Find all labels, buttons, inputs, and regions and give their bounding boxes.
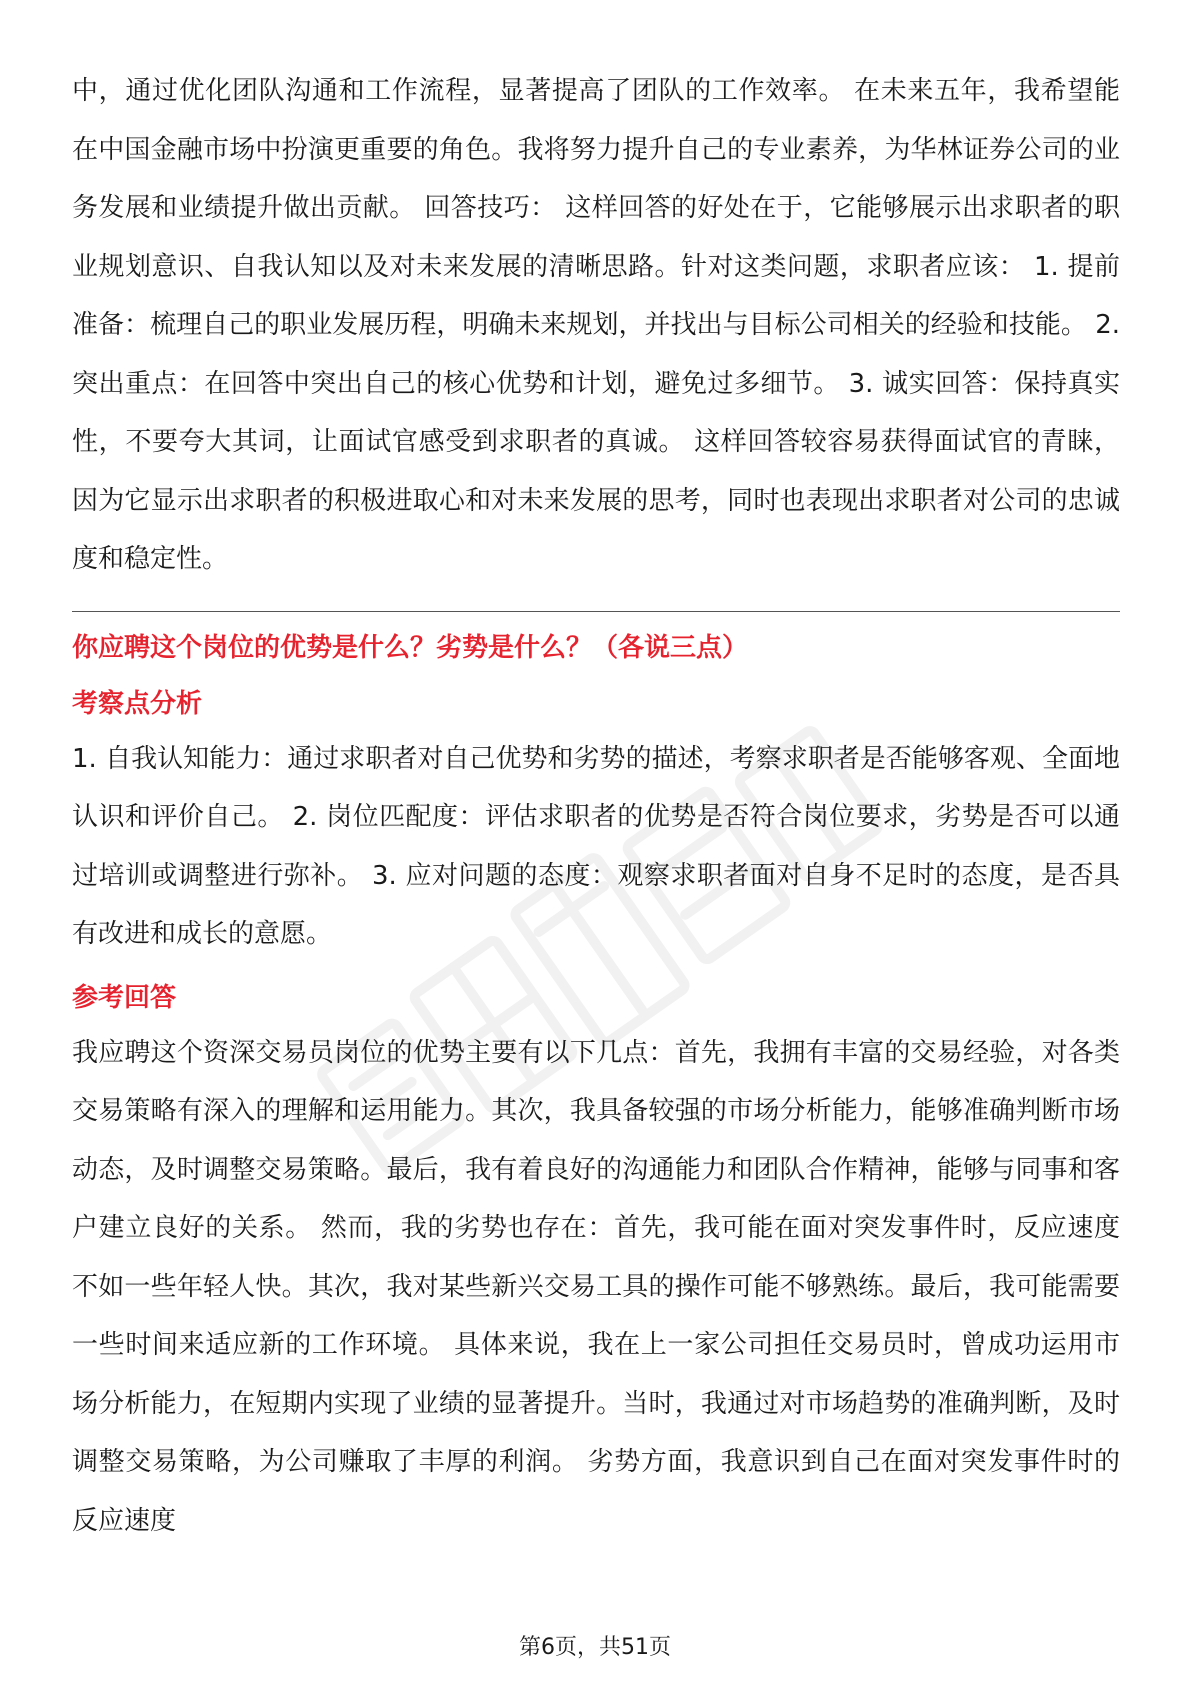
answer-section [72, 972, 1120, 1551]
intro-paragraph: 中，通过优化团队沟通和工作流程，显著提高了团队的工作效率。 在未来五年，我希望能在中国金融市场中扮演更重要的角色。我将努力提升自己的专业素养，为华林证券公司的业务发展和业绩提升做出贡献。 回答技巧： 这样回答的好处在于，它能够展示出求职者的职业规划意识、自我认知以及对未来发展的清晰思路。针对这类问题，求职者应该： 1. 提前准备：梳理自己的职业发展历程，明确未来规划，并找出与目标公司相关的经验和技能。 2. 突出重点：在回答中突出自己的核心优势和计划，避免过多细节。 3. 诚实回答：保持真实性，不要夸大其词，让面试官感受到求职者的真诚。 这样回答较容易获得面试官的青睐，因为它显示出求职者的积极进取心和对未来发展的思考，同时也表现出求职者对公司的忠诚度和稳定性。 [72, 76, 1120, 574]
analysis-heading: 考察点分析 [72, 688, 203, 719]
page-content [72, 62, 1120, 1550]
section-divider [72, 611, 1120, 612]
answer-heading: 参考回答 [72, 982, 177, 1013]
analysis-text: 1. 自我认知能力：通过求职者对自己优势和劣势的描述，考察求职者是否能够客观、全面地认识和评价自己。 2. 岗位匹配度：评估求职者的优势是否符合岗位要求，劣势是否可以通过培训或调整进行弥补。 3. 应对问题的态度：观察求职者面对自身不足时的态度，是否具有改进和成长的意愿。 [72, 743, 1120, 949]
page-footer: 第6页，共51页 [519, 1635, 671, 1660]
answer-text: 我应聘这个资深交易员岗位的优势主要有以下几点：首先，我拥有丰富的交易经验，对各类交易策略有深入的理解和运用能力。其次，我具备较强的市场分析能力，能够准确判断市场动态，及时调整交易策略。最后，我有着良好的沟通能力和团队合作精神，能够与同事和客户建立良好的关系。 然而，我的劣势也存在：首先，我可能在面对突发事件时，反应速度不如一些年轻人快。其次，我对某些新兴交易工具的操作可能不够熟练。最后，我可能需要一些时间来适应新的工作环境。 具体来说，我在上一家公司担任交易员时，曾成功运用市场分析能力，在短期内实现了业绩的显著提升。当时，我通过对市场趋势的准确判断，及时调整交易策略，为公司赚取了丰厚的利润。 劣势方面，我意识到自己在面对突发事件时的反应速度 [72, 1037, 1120, 1536]
question-title: 你应聘这个岗位的优势是什么？劣势是什么？（各说三点） [72, 632, 749, 663]
